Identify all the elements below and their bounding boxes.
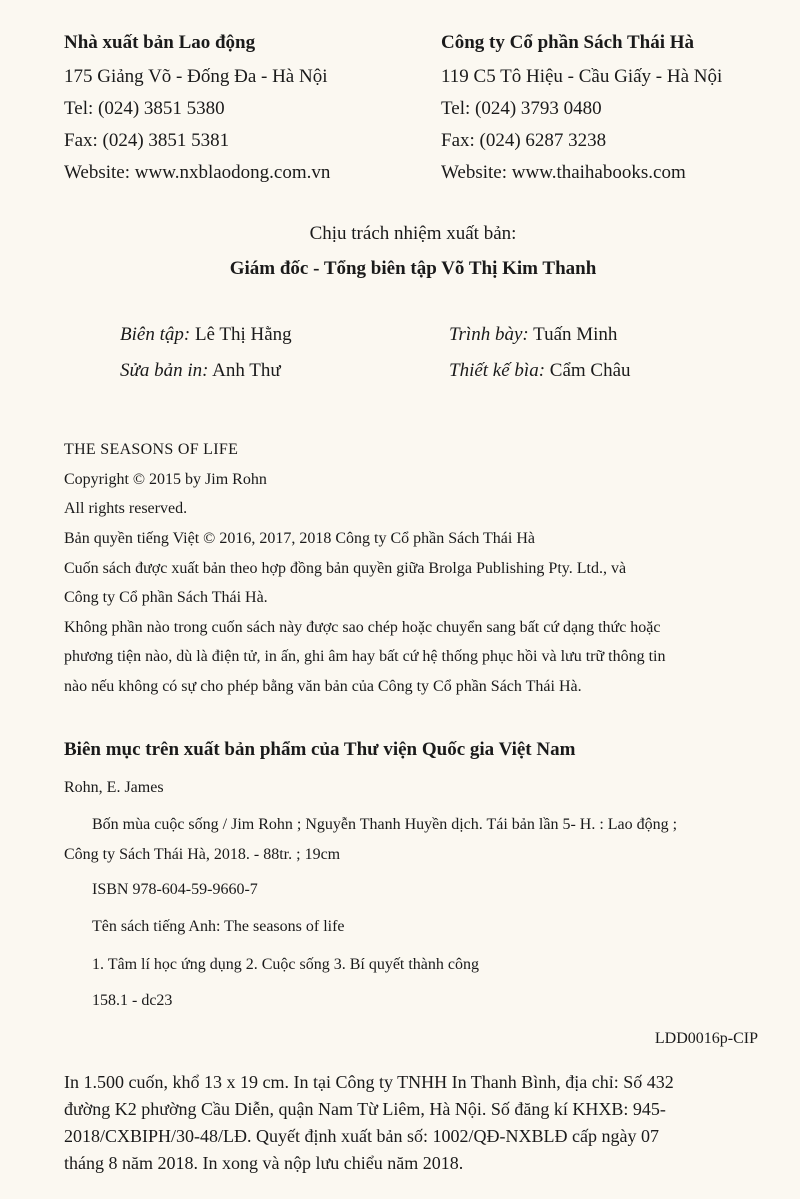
copyright-line: Copyright © 2015 by Jim Rohn: [64, 471, 267, 488]
proof-label: Sửa bản in:: [120, 360, 209, 381]
credit-cover: [449, 360, 631, 382]
book-title: THE SEASONS OF LIFE: [64, 441, 239, 458]
right-publisher-name: Công ty Cổ phần Sách Thái Hà: [441, 32, 695, 53]
left-publisher-address: 175 Giảng Võ - Đống Đa - Hà Nội: [64, 66, 328, 87]
left-publisher-fax: Fax: (024) 3851 5381: [64, 130, 230, 151]
credit-layout: [449, 324, 617, 346]
rights-reserved: All rights reserved.: [64, 500, 188, 517]
credit-proof: [120, 360, 281, 382]
cataloging-heading: Biên mục trên xuất bản phẩm của Thư viện Quốc gia Việt Nam: [64, 739, 576, 760]
catalog-description-1: Bốn mùa cuộc sống / Jim Rohn ; Nguyễn Thanh Huyền dịch. Tái bản lần 5- H. : Lao động ;: [92, 816, 678, 833]
right-publisher-fax: Fax: (024) 6287 3238: [441, 130, 607, 151]
left-publisher-website: Website: www.nxblaodong.com.vn: [64, 162, 331, 183]
credit-editor: [120, 324, 292, 346]
catalog-description-2: Công ty Sách Thái Hà, 2018. - 88tr. ; 19cm: [64, 846, 341, 863]
catalog-author: Rohn, E. James: [64, 779, 164, 796]
printing-line-2: đường K2 phường Cầu Diễn, quận Nam Từ Liêm, Hà Nội. Số đăng kí KHXB: 945-: [64, 1099, 666, 1119]
right-publisher-address: 119 C5 Tô Hiệu - Cầu Giấy - Hà Nội: [441, 66, 723, 87]
editor-label: Biên tập:: [120, 324, 191, 345]
cover-name: Cẩm Châu: [549, 360, 631, 381]
cover-label: Thiết kế bìa:: [449, 360, 546, 381]
catalog-english-title: Tên sách tiếng Anh: The seasons of life: [92, 918, 345, 935]
catalog-classification: 158.1 - dc23: [92, 992, 173, 1009]
license-line-1: Cuốn sách được xuất bản theo hợp đồng bản quyền giữa Brolga Publishing Pty. Ltd., và: [64, 560, 627, 577]
proof-name: Anh Thư: [212, 360, 281, 381]
printing-line-1: In 1.500 cuốn, khổ 13 x 19 cm. In tại Công ty TNHH In Thanh Bình, địa chỉ: Số 432: [64, 1072, 674, 1092]
permission-line-3: nào nếu không có sự cho phép bằng văn bản của Công ty Cổ phần Sách Thái Hà.: [64, 678, 582, 695]
catalog-subjects: 1. Tâm lí học ứng dụng 2. Cuộc sống 3. Bí quyết thành công: [92, 956, 480, 973]
right-publisher-tel: Tel: (024) 3793 0480: [441, 98, 602, 119]
responsibility-heading: Chịu trách nhiệm xuất bản:: [309, 223, 517, 244]
catalog-isbn: ISBN 978-604-59-9660-7: [92, 881, 258, 898]
right-publisher-website: Website: www.thaihabooks.com: [441, 162, 686, 183]
printing-line-3: 2018/CXBIPH/30-48/LĐ. Quyết định xuất bản số: 1002/QĐ-NXBLĐ cấp ngày 07: [64, 1126, 659, 1146]
permission-line-1: Không phần nào trong cuốn sách này được sao chép hoặc chuyển sang bất cứ dạng thức hoặc: [64, 619, 661, 636]
layout-name: Tuấn Minh: [533, 324, 618, 345]
permission-line-2: phương tiện nào, dù là điện tử, in ấn, ghi âm hay bất cứ hệ thống phục hồi và lưu trữ thông tin: [64, 648, 666, 665]
layout-label: Trình bày:: [449, 324, 529, 345]
printing-line-4: tháng 8 năm 2018. In xong và nộp lưu chiểu năm 2018.: [64, 1153, 464, 1173]
license-line-2: Công ty Cổ phần Sách Thái Hà.: [64, 589, 268, 606]
left-publisher-tel: Tel: (024) 3851 5380: [64, 98, 225, 119]
vietnamese-copyright: Bản quyền tiếng Việt © 2016, 2017, 2018 Công ty Cổ phần Sách Thái Hà: [64, 530, 535, 547]
editor-name: Lê Thị Hằng: [194, 324, 292, 345]
cip-code: LDD0016p-CIP: [654, 1030, 758, 1047]
left-publisher-name: Nhà xuất bản Lao động: [64, 32, 256, 53]
director-name: Giám đốc - Tổng biên tập Võ Thị Kim Thanh: [229, 258, 597, 279]
